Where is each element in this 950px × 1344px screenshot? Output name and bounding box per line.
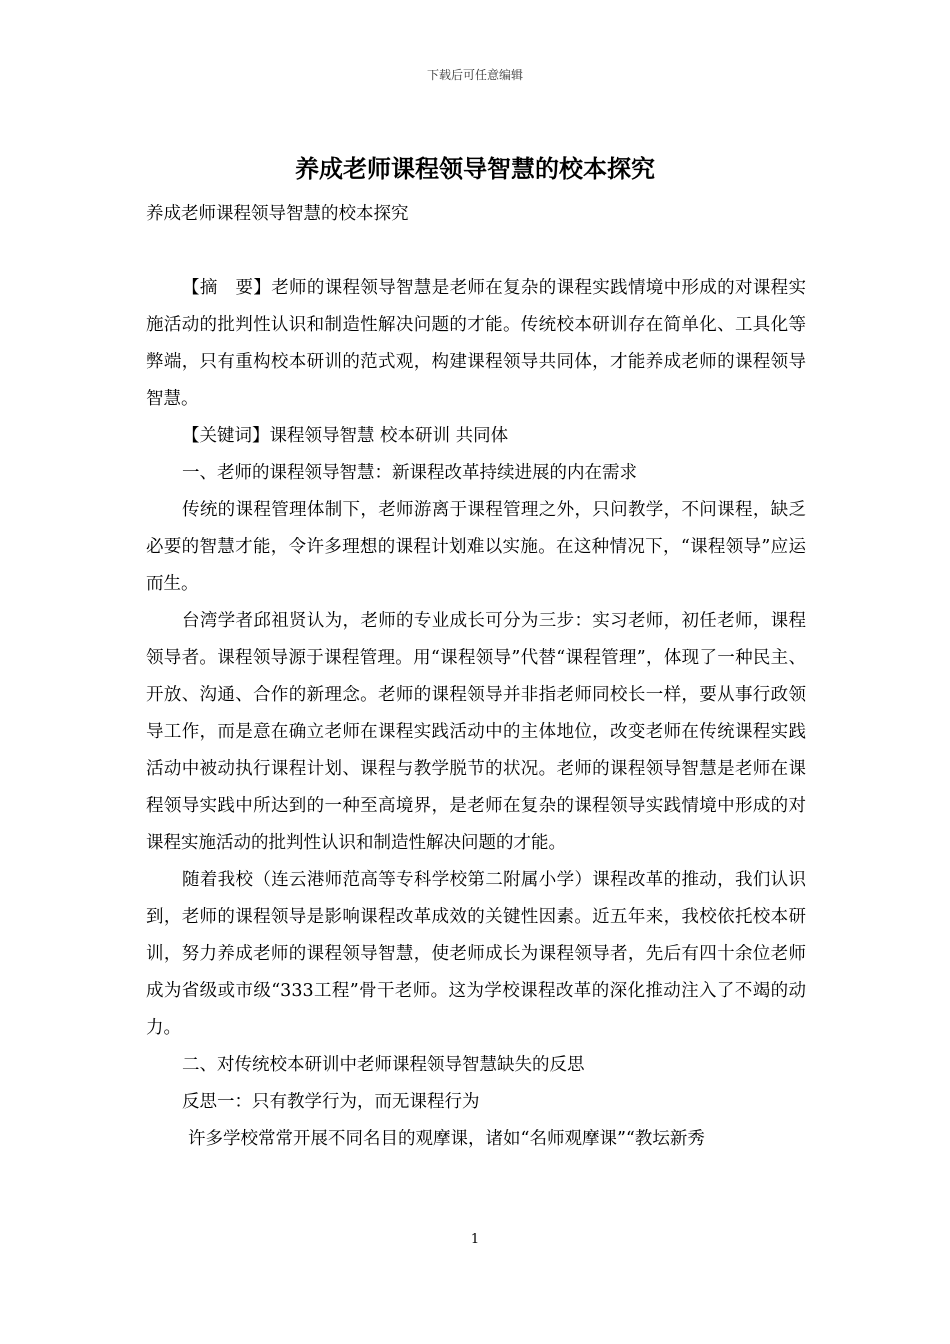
abstract-paragraph: 【摘 要】老师的课程领导智慧是老师在复杂的课程实践情境中形成的对课程实施活动的批判性认识和制造性解决问题的才能。传统校本研训存在简单化、工具化等弊端，只有重构校本研训的范式观，构建课程领导共同体，才能养成老师的课程领导智慧。 — [146, 278, 806, 409]
body-paragraph: 台湾学者邱祖贤认为，老师的专业成长可分为三步：实习老师，初任老师，课程领导者。课程领导源于课程管理。用“课程领导”代替“课程管理”，体现了一种民主、开放、沟通、合作的新理念。老师的课程领导并非指老师同校长一样，要从事行政领导工作，而是意在确立老师在课程实践活动中的主体地位，改变老师在传统课程实践活动中被动执行课程计划、课程与教学脱节的状况。老师的课程领导智慧是老师在课程领导实践中所达到的一种至高境界，是老师在复杂的课程领导实践情境中形成的对课程实施活动的批判性认识和制造性解决问题的才能。 — [146, 611, 806, 853]
subsection-heading: 反思一：只有教学行为，而无课程行为 — [182, 1092, 480, 1112]
body-paragraph: 许多学校常常开展不同名目的观摩课，诸如“名师观摩课”“教坛新秀 — [188, 1129, 705, 1149]
keywords-paragraph: 【关键词】课程领导智慧 校本研训 共同体 — [182, 426, 509, 446]
body-paragraph: 随着我校（连云港师范高等专科学校第二附属小学）课程改革的推动，我们认识到，老师的课程领导是影响课程改革成效的关键性因素。近五年来，我校依托校本研训，努力养成老师的课程领导智慧，使老师成长为课程领导者，先后有四十余位老师成为省级或市级“333工程”骨干老师。这为学校课程改革的深化推动注入了不竭的动力。 — [146, 870, 806, 1038]
blank-line — [146, 233, 806, 270]
body-paragraph: 传统的课程管理体制下，老师游离于课程管理之外，只问教学，不问课程，缺乏必要的智慧才能，令许多理想的课程计划难以实施。在这种情况下，“课程领导”应运而生。 — [146, 500, 806, 594]
header-note: 下载后可任意编辑 — [426, 68, 523, 82]
section-heading-2: 二、对传统校本研训中老师课程领导智慧缺失的反思 — [182, 1055, 585, 1075]
document-title: 养成老师课程领导智慧的校本探究 — [295, 154, 655, 183]
document-body — [146, 196, 806, 1158]
section-heading-1: 一、老师的课程领导智慧：新课程改革持续进展的内在需求 — [182, 463, 637, 483]
document-subtitle: 养成老师课程领导智慧的校本探究 — [146, 204, 409, 224]
page-number: 1 — [470, 1232, 480, 1247]
